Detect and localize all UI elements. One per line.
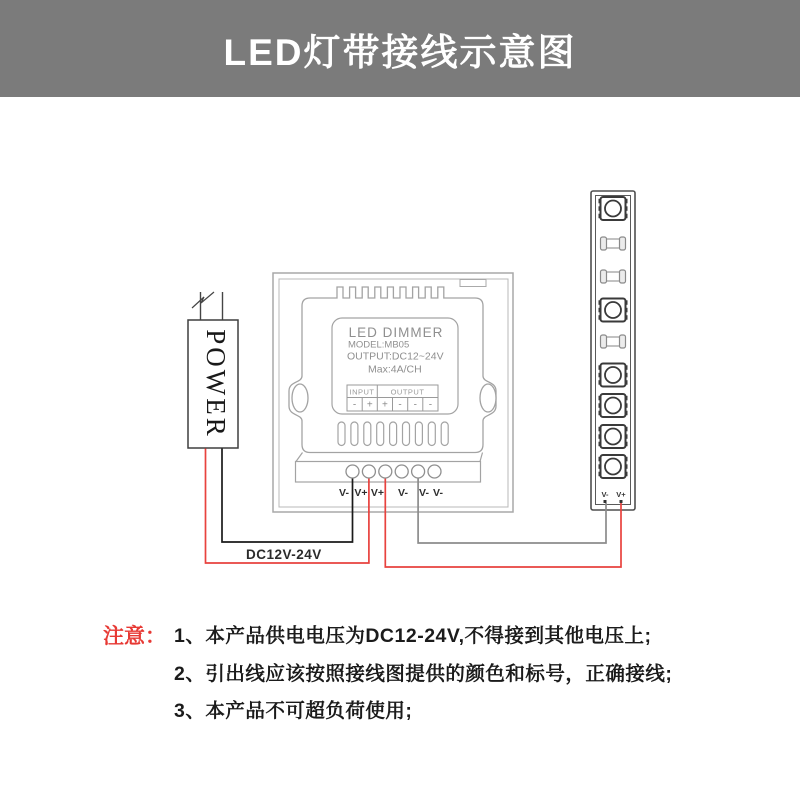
resistor-icon [601, 335, 626, 348]
resistor-icon [601, 270, 626, 283]
terminal-label: V- [398, 487, 408, 499]
terminal-sign: - [352, 399, 357, 411]
panel-top-notch [460, 280, 486, 287]
led-chip-icon [599, 197, 628, 220]
vent-slot [415, 422, 422, 446]
dimmer-output-rating: OUTPUT:DC12~24V [347, 350, 444, 363]
terminal-sign: - [398, 399, 402, 411]
notes-section [103, 618, 763, 731]
led-chip-icon [599, 394, 628, 417]
touch-panel [273, 273, 513, 512]
resistor-icon [601, 237, 626, 250]
note-item: 1、本产品供电电压为DC12-24V,不得接到其他电压上; [174, 625, 652, 647]
dimmer-title: LED DIMMER [348, 325, 444, 340]
notes-heading: 注意： [103, 625, 166, 648]
strip-pad-dot [604, 500, 607, 503]
dimmer-max-rating: Max:4A/CH [368, 363, 422, 376]
led-chip-icon [599, 455, 628, 478]
terminal-circle [428, 465, 441, 478]
led-chip-icon [599, 364, 628, 387]
power-supply [188, 292, 238, 448]
strip-pad-pos-label: V+ [616, 490, 626, 499]
output-header: OUTPUT [390, 387, 425, 397]
mounting-hole-right-icon [480, 384, 496, 412]
terminal-circle [379, 465, 392, 478]
terminal-sign: - [428, 399, 433, 411]
strip-pad-neg-label: V- [601, 490, 609, 499]
led-strip [591, 191, 635, 510]
vent-slot [338, 422, 345, 446]
note-item: 2、引出线应该按照接线图提供的颜色和标号，正确接线; [174, 662, 673, 685]
terminal-label: V- [419, 487, 429, 499]
terminal-circle [346, 465, 359, 478]
vent-slot [364, 422, 371, 446]
vent-slot [377, 422, 384, 446]
notes-list [174, 618, 763, 731]
page-title: LED灯带接线示意图 [223, 31, 577, 73]
vent-slot [390, 422, 397, 446]
wire-break-icon [192, 292, 214, 308]
terminal-label: V- [339, 487, 349, 499]
strip-pad-dot [620, 500, 623, 503]
terminal-sign: - [413, 399, 417, 411]
input-header: INPUT [349, 387, 375, 397]
power-label: POWER [201, 329, 231, 439]
led-chip-icon [599, 425, 628, 448]
terminal-sign: + [366, 399, 373, 411]
vent-slot [441, 422, 448, 446]
mounting-hole-left-icon [292, 384, 308, 412]
vent-slot [428, 422, 435, 446]
vent-slot [351, 422, 358, 446]
terminal-label: V- [433, 487, 443, 499]
terminal-circle [362, 465, 375, 478]
note-item: 3、本产品不可超负荷使用; [174, 700, 413, 722]
terminal-circle [395, 465, 408, 478]
terminal-sign: + [381, 399, 388, 411]
supply-voltage-label: DC12V-24V [246, 547, 322, 562]
terminal-circle [412, 465, 425, 478]
dimmer-model: MODEL:MB05 [348, 339, 410, 351]
terminal-label: V+ [370, 487, 385, 499]
vent-slot [403, 422, 410, 446]
vent-slots [338, 422, 448, 446]
led-chip-icon [599, 299, 628, 322]
terminal-label: V+ [354, 487, 368, 499]
